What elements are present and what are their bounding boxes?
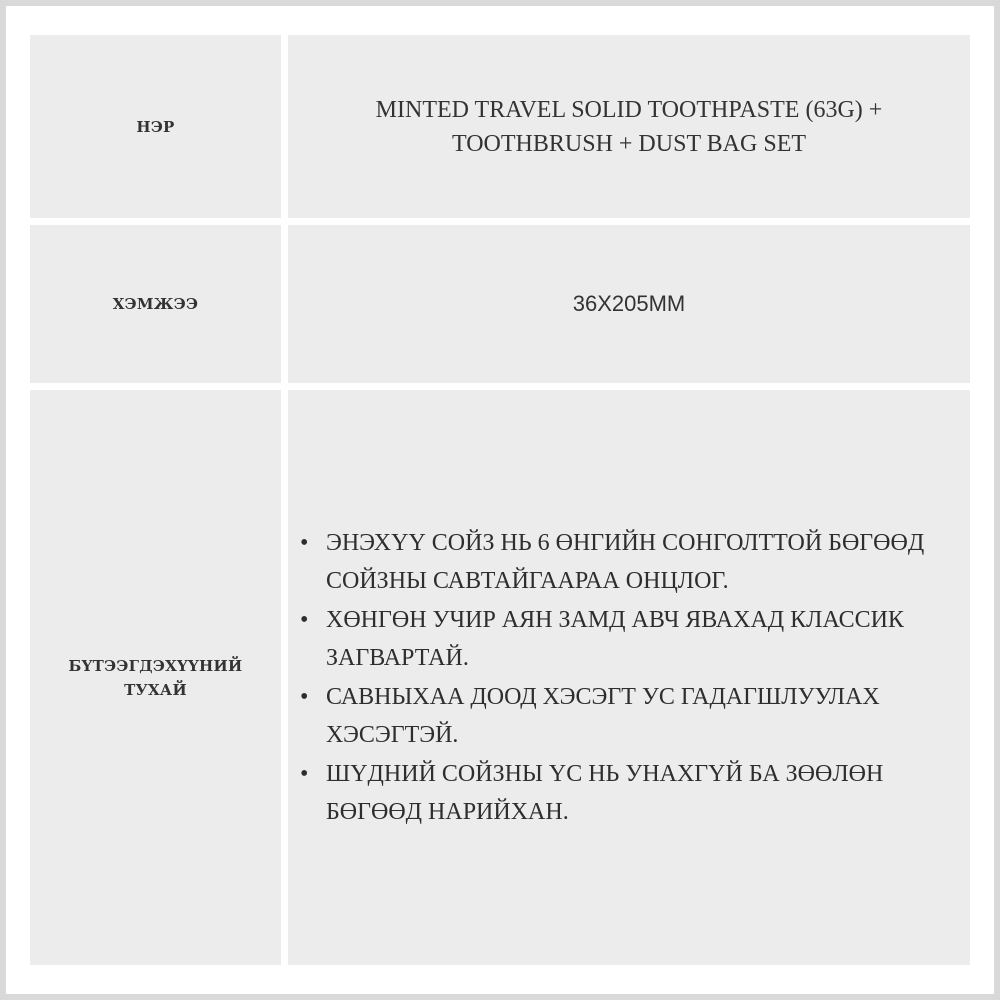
feature-item: • САВНЫХАА ДООД ХЭСЭГТ УС ГАДАГШЛУУЛАХ ХЭСЭГТЭЙ. [326,678,956,755]
feature-list [294,524,956,832]
size-label-cell [30,225,281,383]
size-value-cell [288,225,970,383]
name-label: НЭР [136,117,175,136]
feature-item: • ШҮДНИЙ СОЙЗНЫ ҮС НЬ УНАХГҮЙ БА ЗӨӨЛӨН БӨГӨӨД НАРИЙХАН. [326,755,956,832]
product-name: MINTED TRAVEL SOLID TOOTHPASTE (63G) + TOOTHBRUSH + DUST BAG SET [375,96,883,157]
feature-item: • ЭНЭХҮҮ СОЙЗ НЬ 6 ӨНГИЙН СОНГОЛТТОЙ БӨГӨӨД СОЙЗНЫ САВТАЙГААРАА ОНЦЛОГ. [326,524,956,601]
size-label: ХЭМЖЭЭ [112,295,199,313]
name-value-cell [288,35,970,218]
about-label-cell [30,390,281,965]
name-label-cell [30,35,281,218]
about-value-cell [288,390,970,965]
product-size: 36X205MM [572,291,686,316]
about-label: БҮТЭЭГДЭХҮҮНИЙ ТУХАЙ [68,656,243,699]
feature-item: • ХӨНГӨН УЧИР АЯН ЗАМД АВЧ ЯВАХАД КЛАССИК ЗАГВАРТАЙ. [326,601,956,678]
